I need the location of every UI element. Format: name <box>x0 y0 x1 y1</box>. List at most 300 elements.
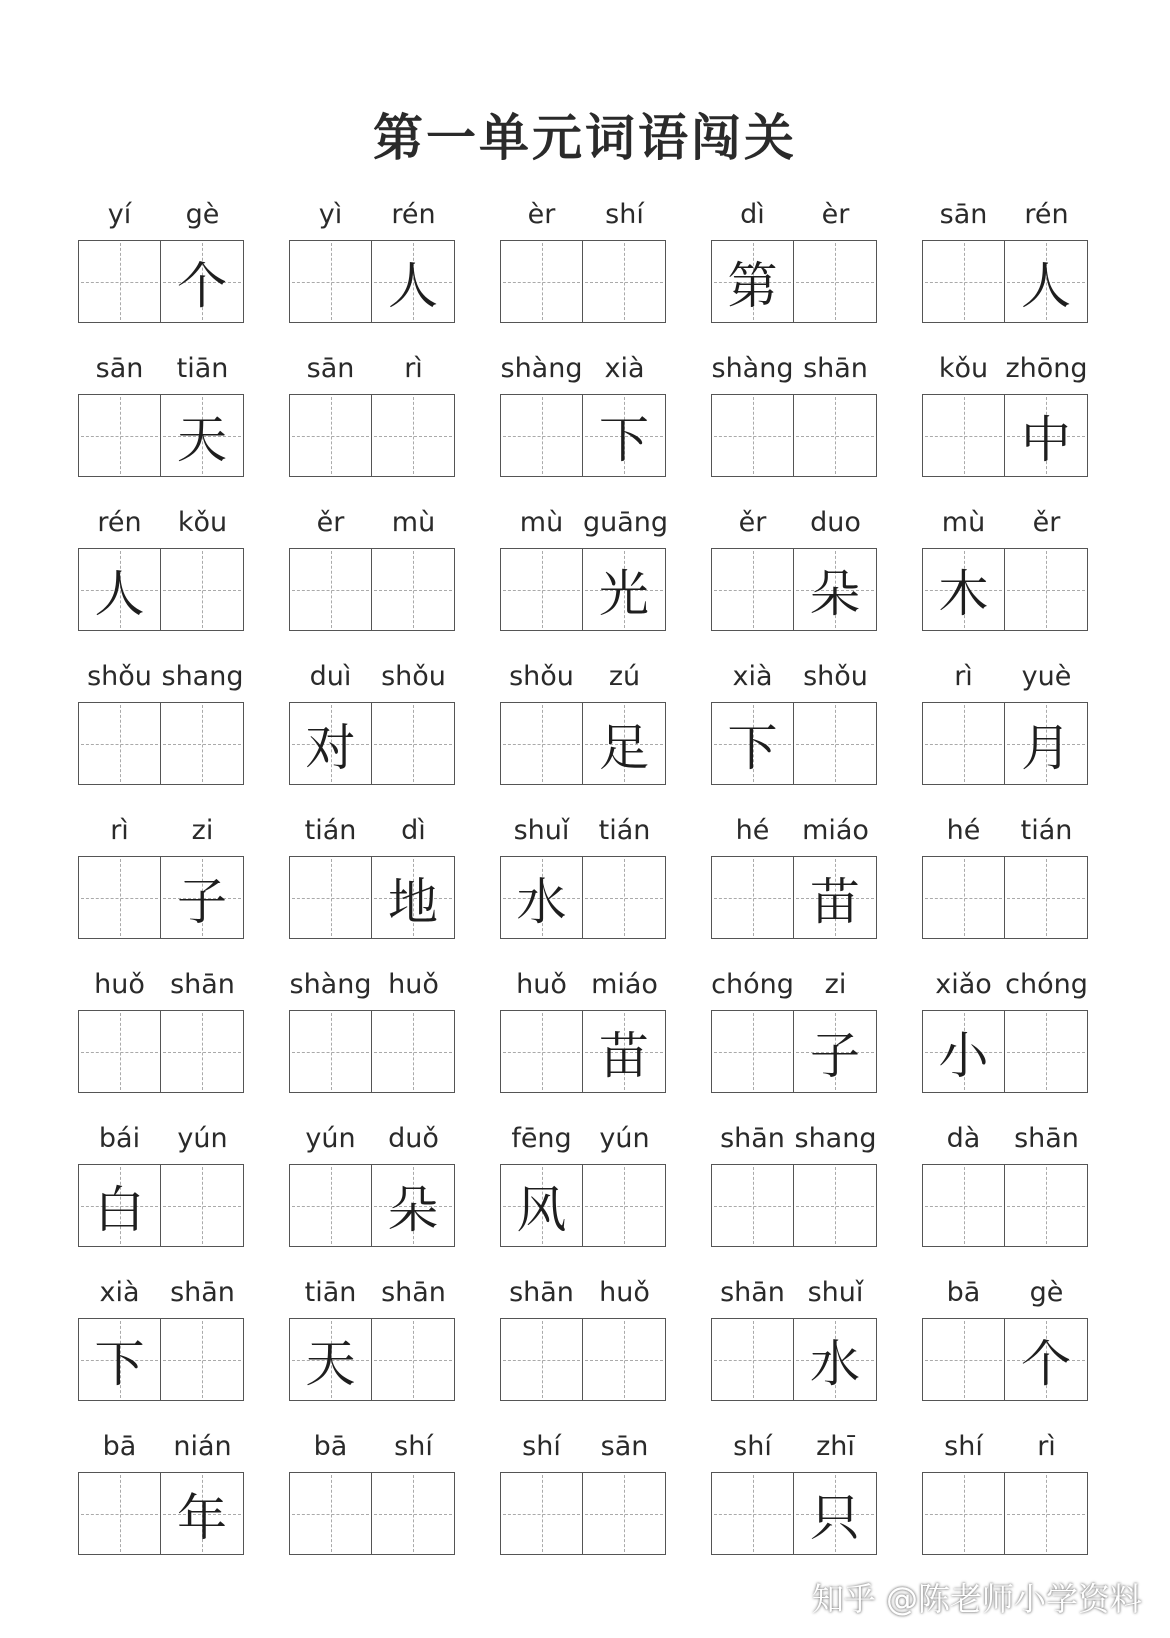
tianzige-pair <box>500 548 666 631</box>
guide-line-horizontal <box>714 1360 791 1361</box>
tianzige-cell-blank[interactable] <box>711 1010 794 1093</box>
pinyin: zi <box>191 815 214 846</box>
tianzige-cell-filled <box>794 548 877 631</box>
pinyin: sān <box>95 353 144 384</box>
pinyin-row <box>922 352 1088 386</box>
tianzige-cell-blank[interactable] <box>78 702 161 785</box>
guide-line-horizontal <box>81 1514 158 1515</box>
tianzige-cell-blank[interactable] <box>922 394 1005 477</box>
pinyin: zhōng <box>1005 353 1088 384</box>
guide-line-vertical <box>331 1167 332 1244</box>
pinyin: shǒu <box>87 661 152 692</box>
guide-line-vertical <box>331 859 332 936</box>
hanzi-character: 人 <box>1021 256 1071 315</box>
tianzige-cell-blank[interactable] <box>500 1472 583 1555</box>
guide-line-vertical <box>542 397 543 474</box>
guide-line-horizontal <box>374 1514 452 1515</box>
pinyin: shang <box>794 1123 877 1154</box>
guide-line-horizontal <box>925 744 1002 745</box>
hanzi-character: 光 <box>599 564 649 623</box>
pinyin: tián <box>304 815 357 846</box>
hanzi-character: 苗 <box>599 1026 649 1085</box>
tianzige-cell-blank[interactable] <box>711 1318 794 1401</box>
pinyin: guāng <box>583 507 669 538</box>
guide-line-vertical <box>542 1013 543 1090</box>
word-item <box>711 192 877 346</box>
word-item <box>500 500 669 654</box>
pinyin: èr <box>527 199 556 230</box>
pinyin-row <box>922 1122 1088 1156</box>
guide-line-vertical <box>542 1475 543 1552</box>
tianzige-cell-blank[interactable] <box>161 548 244 631</box>
pinyin-row <box>922 506 1088 540</box>
guide-line-vertical <box>202 1321 203 1398</box>
tianzige-cell-filled <box>78 1164 161 1247</box>
pinyin: miáo <box>802 815 869 846</box>
tianzige-cell-filled <box>794 1318 877 1401</box>
pinyin: duo <box>810 507 861 538</box>
pinyin-row <box>500 1276 666 1310</box>
tianzige-pair <box>289 548 455 631</box>
word-item <box>500 962 666 1116</box>
pinyin: shuǐ <box>807 1277 864 1308</box>
tianzige-cell-blank[interactable] <box>583 856 666 939</box>
guide-line-horizontal <box>714 1052 791 1053</box>
pinyin: kǒu <box>938 353 989 384</box>
pinyin: shang <box>161 661 244 692</box>
word-item <box>78 346 244 500</box>
pinyin: mù <box>391 507 436 538</box>
pinyin-row <box>78 506 244 540</box>
guide-line-horizontal <box>374 1360 452 1361</box>
word-item <box>922 962 1088 1116</box>
word-item <box>78 1424 244 1578</box>
guide-line-horizontal <box>796 1206 874 1207</box>
pinyin: huǒ <box>94 969 145 1000</box>
guide-line-vertical <box>120 1475 121 1552</box>
guide-line-vertical <box>120 1013 121 1090</box>
tianzige-cell-blank[interactable] <box>922 702 1005 785</box>
tianzige-cell-blank[interactable] <box>922 1472 1005 1555</box>
tianzige-cell-blank[interactable] <box>78 1472 161 1555</box>
pinyin: chóng <box>1005 969 1088 1000</box>
word-item <box>289 192 455 346</box>
pinyin: shàng <box>500 353 583 384</box>
pinyin: shān <box>720 1277 785 1308</box>
tianzige-cell-blank[interactable] <box>161 1164 244 1247</box>
pinyin: duǒ <box>388 1123 439 1154</box>
tianzige-pair <box>78 240 244 323</box>
pinyin-row <box>289 660 455 694</box>
tianzige-cell-filled <box>711 240 794 323</box>
hanzi-character: 子 <box>810 1026 860 1085</box>
pinyin-row <box>500 814 666 848</box>
word-item <box>289 346 455 500</box>
tianzige-cell-blank[interactable] <box>78 394 161 477</box>
tianzige-pair <box>922 702 1088 785</box>
guide-line-horizontal <box>1007 1052 1085 1053</box>
hanzi-character: 下 <box>599 410 649 469</box>
hanzi-character: 地 <box>388 872 438 931</box>
pinyin: shān <box>170 969 235 1000</box>
pinyin-row <box>289 1430 455 1464</box>
pinyin: huǒ <box>388 969 439 1000</box>
guide-line-horizontal <box>925 1360 1002 1361</box>
tianzige-cell-blank[interactable] <box>78 1010 161 1093</box>
hanzi-character: 第 <box>727 256 778 315</box>
tianzige-cell-blank[interactable] <box>794 240 877 323</box>
pinyin: shǒu <box>509 661 574 692</box>
guide-line-vertical <box>413 1321 414 1398</box>
tianzige-cell-blank[interactable] <box>289 548 372 631</box>
guide-line-horizontal <box>292 1052 369 1053</box>
guide-line-vertical <box>753 1321 754 1398</box>
guide-line-horizontal <box>374 436 452 437</box>
pinyin-row <box>500 968 666 1002</box>
tianzige-cell-filled <box>711 702 794 785</box>
pinyin-row <box>922 1276 1088 1310</box>
guide-line-horizontal <box>925 1206 1002 1207</box>
tianzige-pair <box>711 394 877 477</box>
guide-line-horizontal <box>1007 1206 1085 1207</box>
tianzige-cell-blank[interactable] <box>500 240 583 323</box>
tianzige-cell-blank[interactable] <box>1005 1010 1088 1093</box>
tianzige-cell-blank[interactable] <box>794 1164 877 1247</box>
guide-line-vertical <box>964 397 965 474</box>
guide-line-vertical <box>1046 1475 1047 1552</box>
guide-line-horizontal <box>503 1052 580 1053</box>
guide-line-vertical <box>753 397 754 474</box>
guide-line-vertical <box>120 859 121 936</box>
guide-line-horizontal <box>292 282 369 283</box>
guide-line-horizontal <box>714 590 791 591</box>
tianzige-pair <box>500 1164 666 1247</box>
pinyin: nián <box>173 1431 232 1462</box>
pinyin: sān <box>939 199 988 230</box>
pinyin: rì <box>954 661 973 692</box>
pinyin-row <box>922 1430 1088 1464</box>
guide-line-horizontal <box>796 282 874 283</box>
guide-line-horizontal <box>925 1514 1002 1515</box>
guide-line-horizontal <box>585 282 663 283</box>
pinyin-row <box>922 968 1088 1002</box>
pinyin: xià <box>604 353 645 384</box>
tianzige-cell-blank[interactable] <box>289 394 372 477</box>
guide-line-horizontal <box>585 1360 663 1361</box>
hanzi-character: 年 <box>177 1488 227 1547</box>
tianzige-cell-blank[interactable] <box>500 1318 583 1401</box>
word-item <box>711 654 877 808</box>
tianzige-cell-blank[interactable] <box>922 240 1005 323</box>
tianzige-cell-blank[interactable] <box>1005 856 1088 939</box>
tianzige-cell-filled <box>1005 240 1088 323</box>
pinyin-row <box>78 814 244 848</box>
pinyin: hé <box>735 815 770 846</box>
word-item <box>711 962 877 1116</box>
guide-line-horizontal <box>292 590 369 591</box>
word-item <box>922 346 1088 500</box>
tianzige-cell-filled <box>289 702 372 785</box>
guide-line-vertical <box>753 1167 754 1244</box>
tianzige-cell-blank[interactable] <box>583 1472 666 1555</box>
guide-line-horizontal <box>1007 590 1085 591</box>
tianzige-cell-filled <box>583 394 666 477</box>
guide-line-vertical <box>964 705 965 782</box>
tianzige-cell-blank[interactable] <box>372 394 455 477</box>
pinyin-row <box>500 1122 666 1156</box>
word-item <box>922 654 1088 808</box>
guide-line-vertical <box>624 1321 625 1398</box>
pinyin: hé <box>946 815 981 846</box>
pinyin: shān <box>720 1123 785 1154</box>
guide-line-horizontal <box>503 590 580 591</box>
word-item <box>922 192 1088 346</box>
tianzige-pair <box>78 394 244 477</box>
tianzige-cell-blank[interactable] <box>711 548 794 631</box>
guide-line-horizontal <box>714 436 791 437</box>
tianzige-cell-blank[interactable] <box>289 1164 372 1247</box>
guide-line-horizontal <box>925 898 1002 899</box>
tianzige-cell-blank[interactable] <box>372 1472 455 1555</box>
pinyin: bái <box>98 1123 141 1154</box>
guide-line-horizontal <box>374 744 452 745</box>
tianzige-cell-blank[interactable] <box>500 548 583 631</box>
word-item <box>500 1270 666 1424</box>
tianzige-cell-blank[interactable] <box>500 394 583 477</box>
word-item <box>78 962 244 1116</box>
tianzige-cell-blank[interactable] <box>372 548 455 631</box>
tianzige-pair <box>78 1010 244 1093</box>
hanzi-character: 天 <box>305 1334 356 1393</box>
tianzige-cell-blank[interactable] <box>500 702 583 785</box>
tianzige-pair <box>922 1318 1088 1401</box>
tianzige-cell-blank[interactable] <box>711 856 794 939</box>
tianzige-cell-blank[interactable] <box>161 702 244 785</box>
word-item <box>78 192 244 346</box>
pinyin: yì <box>318 199 343 230</box>
word-item <box>78 1270 244 1424</box>
tianzige-cell-filled <box>161 1472 244 1555</box>
tianzige-cell-blank[interactable] <box>500 1010 583 1093</box>
pinyin: sān <box>306 353 355 384</box>
pinyin: fēng <box>511 1123 572 1154</box>
tianzige-pair <box>500 702 666 785</box>
hanzi-character: 天 <box>177 410 227 469</box>
guide-line-vertical <box>331 1475 332 1552</box>
tianzige-cell-blank[interactable] <box>1005 548 1088 631</box>
pinyin: bā <box>313 1431 348 1462</box>
pinyin: shí <box>394 1431 433 1462</box>
tianzige-cell-blank[interactable] <box>289 240 372 323</box>
guide-line-horizontal <box>163 590 241 591</box>
tianzige-cell-blank[interactable] <box>711 1164 794 1247</box>
pinyin: shān <box>381 1277 446 1308</box>
pinyin: rén <box>391 199 436 230</box>
hanzi-character: 人 <box>388 256 438 315</box>
pinyin: yún <box>599 1123 650 1154</box>
guide-line-vertical <box>413 1013 414 1090</box>
guide-line-horizontal <box>81 1052 158 1053</box>
tianzige-cell-blank[interactable] <box>922 1318 1005 1401</box>
pinyin: yí <box>107 199 132 230</box>
guide-line-vertical <box>202 1013 203 1090</box>
guide-line-horizontal <box>503 436 580 437</box>
pinyin-row <box>78 1276 244 1310</box>
pinyin-row <box>500 198 666 232</box>
pinyin: bā <box>102 1431 137 1462</box>
tianzige-cell-blank[interactable] <box>289 856 372 939</box>
guide-line-horizontal <box>374 590 452 591</box>
tianzige-pair <box>922 1472 1088 1555</box>
tianzige-cell-filled <box>794 1472 877 1555</box>
tianzige-pair <box>922 240 1088 323</box>
pinyin-row <box>922 660 1088 694</box>
tianzige-cell-blank[interactable] <box>289 1472 372 1555</box>
tianzige-pair <box>500 240 666 323</box>
guide-line-horizontal <box>796 436 874 437</box>
pinyin-row <box>922 814 1088 848</box>
guide-line-horizontal <box>1007 1514 1085 1515</box>
tianzige-cell-filled <box>1005 394 1088 477</box>
word-item <box>289 962 455 1116</box>
tianzige-cell-blank[interactable] <box>1005 1472 1088 1555</box>
tianzige-cell-filled <box>922 1010 1005 1093</box>
pinyin-row <box>289 352 455 386</box>
tianzige-cell-filled <box>161 394 244 477</box>
pinyin-row <box>78 1122 244 1156</box>
guide-line-horizontal <box>585 1514 663 1515</box>
word-item <box>289 1116 455 1270</box>
tianzige-cell-filled <box>794 856 877 939</box>
tianzige-cell-blank[interactable] <box>372 1318 455 1401</box>
pinyin: èr <box>821 199 850 230</box>
guide-line-vertical <box>1046 1013 1047 1090</box>
pinyin-row <box>289 198 455 232</box>
tianzige-cell-blank[interactable] <box>161 1010 244 1093</box>
guide-line-horizontal <box>714 1514 791 1515</box>
pinyin: tián <box>1020 815 1073 846</box>
pinyin: xià <box>732 661 773 692</box>
guide-line-horizontal <box>292 898 369 899</box>
pinyin: shān <box>509 1277 574 1308</box>
word-item <box>78 1116 244 1270</box>
tianzige-pair <box>922 1010 1088 1093</box>
tianzige-cell-filled <box>78 548 161 631</box>
tianzige-cell-blank[interactable] <box>794 702 877 785</box>
hanzi-character: 只 <box>810 1488 860 1547</box>
pinyin: shí <box>605 199 644 230</box>
word-item <box>500 346 666 500</box>
pinyin: dì <box>740 199 765 230</box>
tianzige-cell-blank[interactable] <box>583 1318 666 1401</box>
tianzige-cell-blank[interactable] <box>583 1164 666 1247</box>
hanzi-character: 木 <box>938 564 989 623</box>
tianzige-cell-blank[interactable] <box>922 1164 1005 1247</box>
guide-line-horizontal <box>292 436 369 437</box>
guide-line-vertical <box>964 859 965 936</box>
tianzige-cell-blank[interactable] <box>922 856 1005 939</box>
tianzige-pair <box>711 1164 877 1247</box>
hanzi-character: 水 <box>516 872 567 931</box>
tianzige-cell-blank[interactable] <box>711 1472 794 1555</box>
guide-line-horizontal <box>163 1360 241 1361</box>
pinyin-row <box>500 660 666 694</box>
word-item <box>500 1116 666 1270</box>
tianzige-cell-blank[interactable] <box>78 240 161 323</box>
word-item <box>289 808 455 962</box>
guide-line-horizontal <box>503 744 580 745</box>
tianzige-cell-blank[interactable] <box>372 1010 455 1093</box>
guide-line-horizontal <box>163 744 241 745</box>
pinyin: huǒ <box>516 969 567 1000</box>
guide-line-vertical <box>753 551 754 628</box>
guide-line-vertical <box>331 397 332 474</box>
pinyin-row <box>711 1430 877 1464</box>
guide-line-vertical <box>413 705 414 782</box>
guide-line-vertical <box>413 551 414 628</box>
hanzi-character: 个 <box>1021 1334 1071 1393</box>
tianzige-cell-filled <box>922 548 1005 631</box>
guide-line-vertical <box>542 243 543 320</box>
tianzige-pair <box>500 856 666 939</box>
pinyin: shān <box>803 353 868 384</box>
guide-line-vertical <box>413 1475 414 1552</box>
tianzige-cell-blank[interactable] <box>289 1010 372 1093</box>
tianzige-cell-blank[interactable] <box>1005 1164 1088 1247</box>
word-item <box>289 1424 455 1578</box>
pinyin: shān <box>1014 1123 1079 1154</box>
guide-line-horizontal <box>585 1206 663 1207</box>
pinyin-row <box>711 660 877 694</box>
pinyin: sān <box>600 1431 649 1462</box>
word-item <box>78 500 244 654</box>
tianzige-pair <box>922 1164 1088 1247</box>
tianzige-cell-blank[interactable] <box>583 240 666 323</box>
tianzige-pair <box>711 548 877 631</box>
guide-line-vertical <box>542 551 543 628</box>
guide-line-vertical <box>835 397 836 474</box>
word-item <box>78 654 244 808</box>
tianzige-cell-blank[interactable] <box>794 394 877 477</box>
pinyin: duì <box>309 661 352 692</box>
tianzige-cell-blank[interactable] <box>78 856 161 939</box>
pinyin: shuǐ <box>513 815 570 846</box>
word-item <box>289 654 455 808</box>
guide-line-horizontal <box>163 1052 241 1053</box>
guide-line-horizontal <box>796 744 874 745</box>
pinyin: huǒ <box>599 1277 650 1308</box>
guide-line-vertical <box>624 1167 625 1244</box>
pinyin: shàng <box>711 353 794 384</box>
hanzi-character: 对 <box>305 718 356 777</box>
tianzige-cell-blank[interactable] <box>711 394 794 477</box>
guide-line-vertical <box>331 243 332 320</box>
guide-line-horizontal <box>925 436 1002 437</box>
hanzi-character: 足 <box>599 718 649 777</box>
pinyin: tiān <box>176 353 229 384</box>
pinyin-row <box>289 814 455 848</box>
tianzige-cell-blank[interactable] <box>161 1318 244 1401</box>
tianzige-cell-blank[interactable] <box>372 702 455 785</box>
pinyin-row <box>78 352 244 386</box>
tianzige-pair <box>289 1318 455 1401</box>
tianzige-pair <box>289 1010 455 1093</box>
pinyin: gè <box>185 199 220 230</box>
tianzige-pair <box>711 1472 877 1555</box>
word-item <box>922 1424 1088 1578</box>
guide-line-vertical <box>202 1167 203 1244</box>
word-item <box>922 500 1088 654</box>
